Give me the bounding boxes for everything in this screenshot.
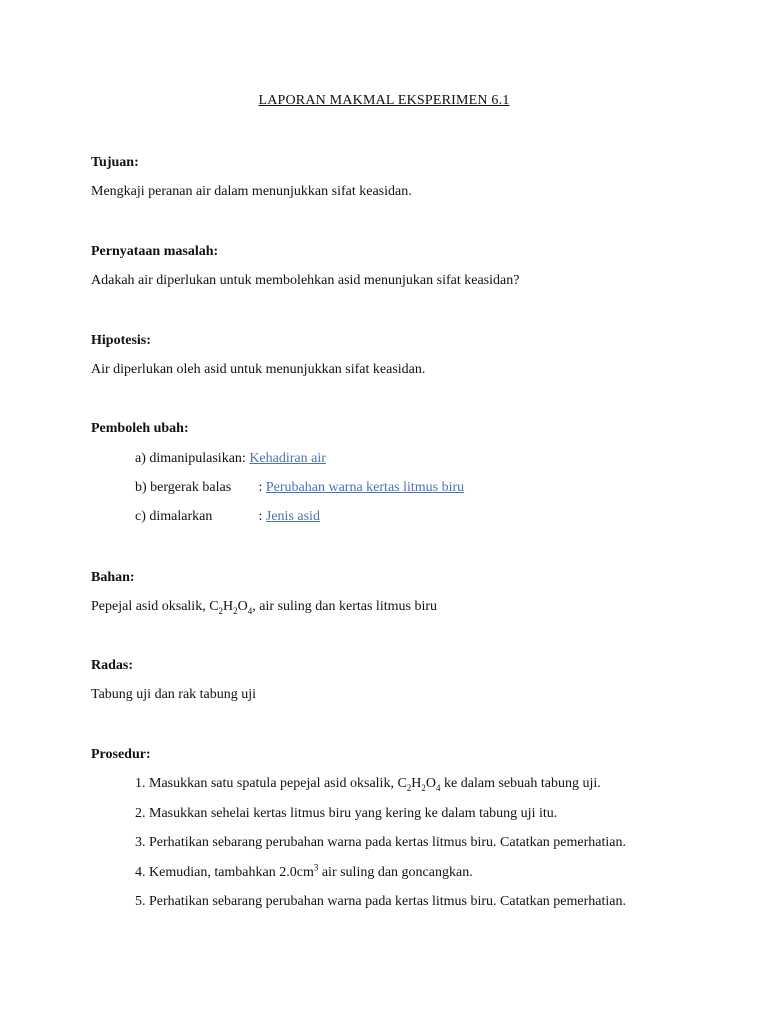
prosedur-step: [135, 893, 626, 911]
hipotesis-text: Air diperlukan oleh asid untuk menunjukkan sifat keasidan.: [91, 362, 426, 377]
pemboleh-ubah-item-dimalarkan: [135, 508, 320, 526]
pemboleh-ubah-item-manipulasi: [135, 450, 326, 468]
step-text: air suling dan goncangkan.: [318, 865, 473, 880]
step-number: 4.: [135, 865, 146, 880]
tujuan-text: Mengkaji peranan air dalam menunjukkan sifat keasidan.: [91, 184, 412, 199]
step-number: 3.: [135, 835, 146, 850]
bahan-text: [91, 598, 437, 616]
subscript: 2: [218, 605, 224, 616]
section-heading-bahan: Bahan:: [91, 570, 135, 585]
bahan-text-part: , air suling dan kertas litmus biru: [252, 599, 437, 614]
subscript: 2: [406, 782, 412, 793]
pemboleh-ubah-value-link[interactable]: Kehadiran air: [249, 451, 326, 466]
subscript: 4: [436, 782, 441, 793]
prosedur-step: [135, 805, 557, 823]
step-text: Masukkan sehelai kertas litmus biru yang kering ke dalam tabung uji itu.: [149, 806, 558, 821]
step-text: ke dalam sebuah tabung uji.: [440, 776, 601, 791]
bahan-text-part: O: [237, 599, 248, 614]
pemboleh-ubah-separator: :: [258, 480, 263, 495]
section-heading-pemboleh-ubah: Pemboleh ubah:: [91, 421, 189, 436]
step-number: 2.: [135, 806, 146, 821]
step-number: 1.: [135, 776, 146, 791]
subscript: 2: [421, 782, 426, 793]
section-heading-prosedur: Prosedur:: [91, 747, 151, 762]
step-text: O: [425, 776, 437, 791]
step-text: Kemudian, tambahkan 2.0cm: [149, 865, 314, 880]
section-heading-pernyataan-masalah: Pernyataan masalah:: [91, 244, 219, 259]
step-text: Masukkan satu spatula pepejal asid oksalik, C: [149, 776, 407, 791]
document-title: LAPORAN MAKMAL EKSPERIMEN 6.1: [258, 93, 510, 108]
pemboleh-ubah-item-bergerak-balas: [135, 479, 464, 497]
section-heading-radas: Radas:: [91, 658, 134, 673]
subscript: 4: [247, 605, 253, 616]
radas-text: Tabung uji dan rak tabung uji: [91, 687, 257, 702]
pemboleh-ubah-value-link[interactable]: Perubahan warna kertas litmus biru: [265, 480, 465, 495]
bahan-text-part: Pepejal asid oksalik, C: [91, 599, 219, 614]
pemboleh-ubah-separator: :: [258, 509, 263, 524]
step-number: 5.: [135, 894, 146, 909]
pemboleh-ubah-value-link[interactable]: Jenis asid: [265, 509, 320, 524]
section-heading-tujuan: Tujuan:: [91, 155, 139, 170]
pemboleh-ubah-label: c) dimalarkan: [135, 509, 213, 524]
section-heading-hipotesis: Hipotesis:: [91, 333, 151, 348]
step-text: Perhatikan sebarang perubahan warna pada kertas litmus biru. Catatkan pemerhatian.: [149, 835, 626, 850]
superscript: 3: [313, 862, 319, 873]
subscript: 2: [233, 605, 238, 616]
prosedur-step: [135, 775, 601, 793]
pemboleh-ubah-label: b) bergerak balas: [135, 480, 232, 495]
pemboleh-ubah-label: a) dimanipulasikan:: [135, 451, 246, 466]
pernyataan-masalah-text: Adakah air diperlukan untuk membolehkan asid menunjukan sifat keasidan?: [91, 273, 520, 288]
bahan-text-part: H: [223, 599, 234, 614]
step-text: H: [411, 776, 422, 791]
step-text: Perhatikan sebarang perubahan warna pada kertas litmus biru. Catatkan pemerhatian.: [149, 894, 626, 909]
prosedur-step: [135, 864, 473, 882]
prosedur-step: [135, 834, 626, 852]
